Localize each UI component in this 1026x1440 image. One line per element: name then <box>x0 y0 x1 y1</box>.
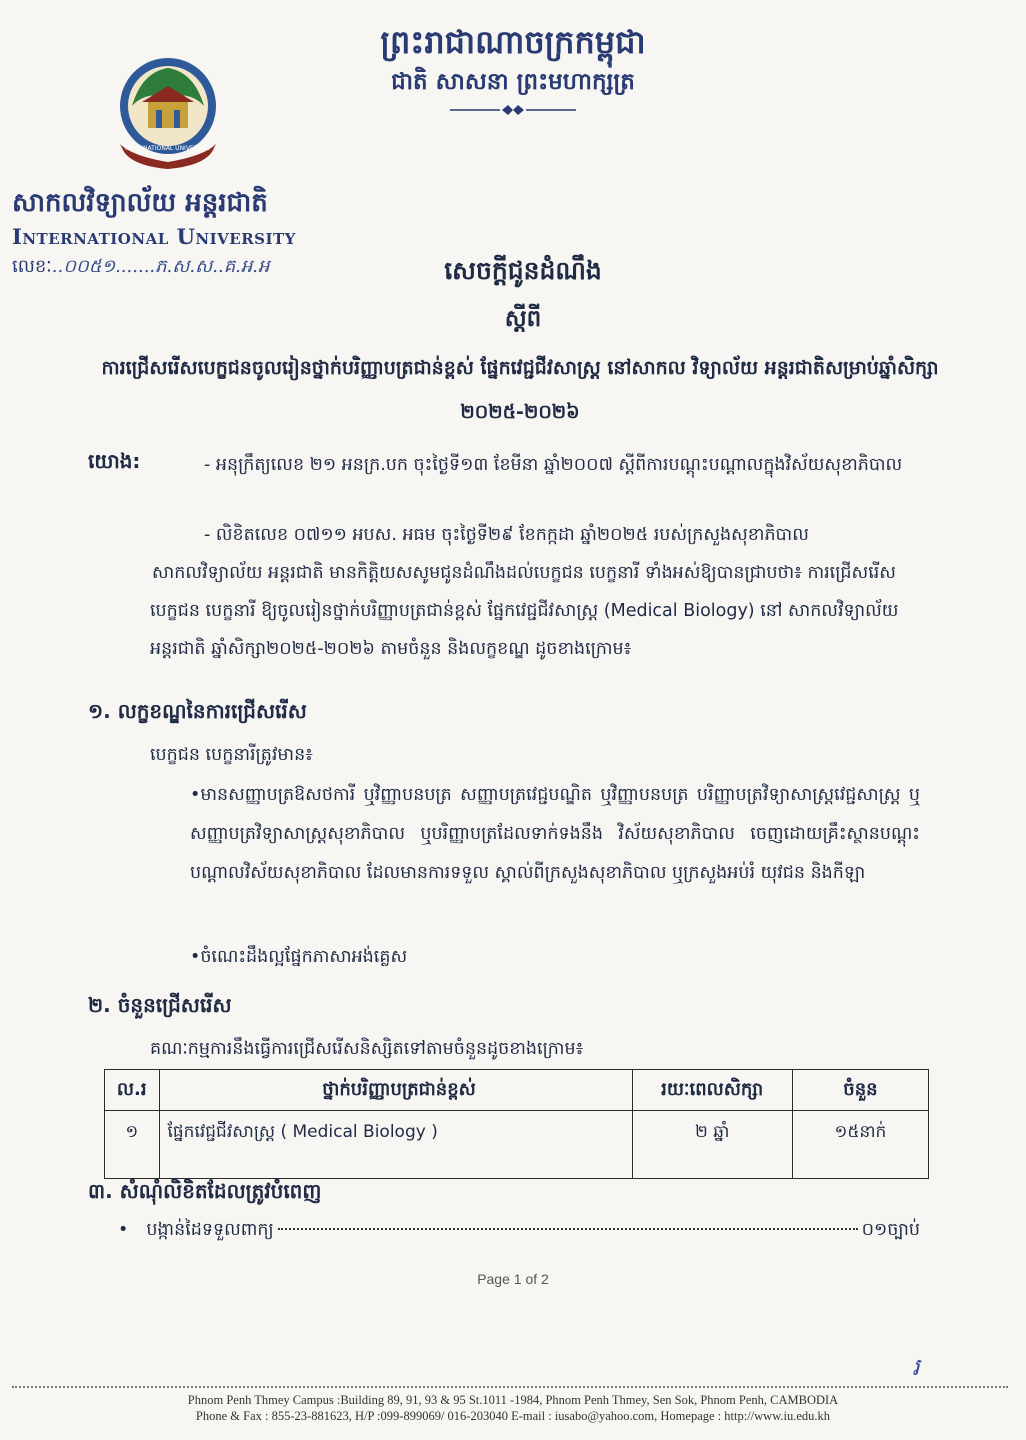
quota-table <box>104 1069 929 1179</box>
requirement-english: •ចំណេះដឹងល្អផ្នែកភាសាអង់គ្លេស <box>190 947 408 967</box>
section-criteria-heading: ១. លក្ខខណ្ឌនៃការជ្រើសរើស <box>88 699 307 723</box>
cell-degree-level: ផ្នែកវេជ្ជជីវសាស្ត្រ ( Medical Biology ) <box>159 1111 632 1179</box>
bullet: • <box>118 1220 129 1240</box>
section-documents-heading: ៣. សំណុំលិខិតដែលត្រូវបំពេញ <box>88 1179 322 1203</box>
national-motto: ជាតិ សាសនា ព្រះមហាក្សត្រ <box>391 68 635 95</box>
reference-letter: - លិខិតលេខ ០៧១១ អបស. អធម ចុះថ្ងៃទី២៩ ខែកក្កដា ឆ្នាំ២០២៥ របស់ក្រសួងសុខាភិបាល <box>204 525 809 545</box>
intro-paragraph: សាកលវិទ្យាល័យ អន្តរជាតិ មានកិត្តិយសសូមជូនដំណឹងដល់បេក្ខជន បេក្ខនារី ទាំងអស់ឱ្យបានជ្រាបថា៖ ការជ្រើសរើសបេក្ខជន បេក្ខនារី ឱ្យចូលរៀនថ្នាក់បរិញ្ញាបត្រជាន់ខ្ពស់ ផ្នែកវេជ្ជជីវសាស្ត្រ (Medical Biology) នៅ សាកលវិទ្យាល័យ អន្តរជាតិ ឆ្នាំសិក្សា២០២៥-២០២៦ តាមចំនួន និងលក្ខខណ្ឌ ដូចខាងក្រោម៖ <box>150 563 899 659</box>
page-number: Page 1 of 2 <box>477 1271 549 1287</box>
footer-divider <box>12 1386 1008 1388</box>
header-quota: ចំនួន <box>792 1070 928 1111</box>
university-name-khmer: សាកលវិទ្យាល័យ អន្តរជាតិ <box>12 188 268 218</box>
about-label: ស្ដីពី <box>504 306 542 332</box>
document-item-quantity: ០១ច្បាប់ <box>861 1220 920 1240</box>
reference-number-handwritten: ..០០៥១.......ភ.ស.ស..គ.អ.អ <box>51 256 270 277</box>
ornament-divider-icon <box>448 102 578 118</box>
header-no: ល.រ <box>105 1070 160 1111</box>
header-degree-level: ថ្នាក់បរិញ្ញាបត្រជាន់ខ្ពស់ <box>159 1070 632 1111</box>
table-row <box>105 1111 929 1179</box>
requirement-degree: •មានសញ្ញាបត្រឱសថការី ឬវិញ្ញាបនបត្រ សញ្ញាបត្រវេជ្ជបណ្ឌិត ឬវិញ្ញាបនបត្រ បរិញ្ញាបត្រវិទ្យាសាស្ត្រវេជ្ជសាស្ត្រ ឬសញ្ញាបត្រវិទ្យាសាស្ត្រសុខាភិបាល ឬបរិញ្ញាបត្រដែលទាក់ទងនឹង វិស័យសុខាភិបាល ចេញដោយគ្រឹះស្ថានបណ្ដុះបណ្ដាលវិស័យសុខាភិបាល ដែលមានការទទួល ស្គាល់ពីក្រសួងសុខាភិបាល ឬក្រសួងអប់រំ យុវជន និងកីឡា <box>190 785 920 883</box>
cell-duration: ២ ឆ្នាំ <box>632 1111 792 1179</box>
cell-no: ១ <box>105 1111 160 1179</box>
footer-contact: Phone & Fax : 855-23-881623, H/P :099-899069/ 016-203040 E-mail : iusabo@yahoo.com, Homepage : http://www.iu.edu.kh <box>195 1409 831 1423</box>
dotted-leader <box>278 1228 858 1230</box>
handwritten-initial: រ <box>912 1353 920 1381</box>
section-quota-heading: ២. ចំនួនជ្រើសរើស <box>88 993 232 1017</box>
logo-text: INTERNATIONAL UNIVERSITY <box>125 145 211 152</box>
university-name-english: International University <box>12 224 296 249</box>
reference-label: លេខៈ <box>12 256 52 277</box>
table-header-row <box>105 1070 929 1111</box>
committee-statement: គណៈកម្មការនឹងធ្វើការជ្រើសរើសនិស្សិតទៅតាមចំនួនដូចខាងក្រោម៖ <box>150 1039 584 1059</box>
kingdom-title: ព្រះរាជាណាចក្រកម្ពុជា <box>380 23 646 61</box>
document-item-label: បង្កាន់ដៃទទួលពាក្យ <box>146 1220 274 1240</box>
candidate-requirements-label: បេក្ខជន បេក្ខនារីត្រូវមាន៖ <box>150 745 313 765</box>
university-logo-icon <box>112 52 224 170</box>
announcement-subject: ការជ្រើសរើសបេក្ខជនចូលរៀនថ្នាក់បរិញ្ញាបត្រជាន់ខ្ពស់ ផ្នែកវេជ្ជជីវសាស្ត្រ នៅសាកល វិទ្យាល័យ អន្តរជាតិសម្រាប់ឆ្នាំសិក្សា ២០២៥-២០២៦ <box>101 357 939 423</box>
references-label: យោង: <box>88 449 141 473</box>
reference-subdecree: - អនុក្រឹត្យលេខ ២១ អនក្រ.បក ចុះថ្ងៃទី១៣ ខែមីនា ឆ្នាំ២០០៧ ស្ដីពីការបណ្ដុះបណ្ដាលក្នុងវិស័យសុខាភិបាល <box>204 455 903 475</box>
footer-address: Phnom Penh Thmey Campus :Building 89, 91, 93 & 95 St.1011 -1984, Phnom Penh Thmey, Sen Sok, Phnom Penh, CAMBODIA <box>187 1393 839 1407</box>
cell-quota: ១៥នាក់ <box>792 1111 928 1179</box>
announcement-title: សេចក្ដីជូនដំណឹង <box>444 256 602 285</box>
list-item <box>118 1218 920 1244</box>
header-duration: រយៈពេលសិក្សា <box>632 1070 792 1111</box>
